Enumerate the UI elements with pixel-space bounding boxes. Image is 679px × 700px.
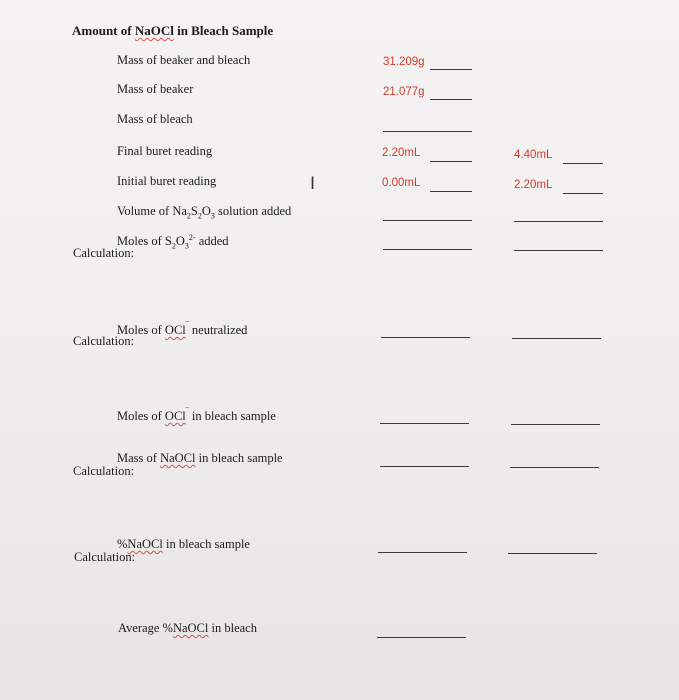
label-naocl: NaOCl [127,537,163,551]
label-ocl: OCl [164,323,186,338]
label-mass-beaker-bleach: Mass of beaker and bleach [117,53,251,67]
label-mass-beaker: Mass of beaker [117,82,194,96]
answer-line [508,553,597,554]
answer-line [430,69,472,70]
answer-line [383,131,472,132]
label-average-pct [118,621,257,636]
answer-line [381,337,470,338]
value-final-buret-1: 2.20mL [382,147,421,159]
label-text: Moles of [117,323,165,338]
label-naocl: NaOCl [160,451,196,465]
answer-line [512,338,601,339]
label-mass-bleach: Mass of bleach [117,112,193,126]
calculation-label: Calculation: [73,334,135,348]
answer-line [510,467,599,468]
label-moles-ocl-neutralized [117,321,247,338]
superscript: ‾ [185,321,189,331]
calculation-label: Calculation: [74,550,136,564]
label-text: solution added [214,204,292,218]
subscript: 2 [171,241,176,251]
label-text: Moles of [117,409,165,424]
superscript: 2- [188,233,196,242]
value-mass-beaker: 21.077g [383,86,425,98]
value-final-buret-2: 4.40mL [514,149,553,161]
subscript: 2 [186,211,191,221]
label-text: S [190,204,198,218]
calculation-label: Calculation: [73,246,135,260]
label-text: in bleach sample [188,409,276,424]
answer-line [511,424,600,425]
value-initial-buret-1: 0.00mL [382,177,421,189]
label-final-buret: Final buret reading [117,144,213,158]
label-text: in bleach [208,621,257,635]
label-text: % [117,537,128,551]
answer-line [380,423,469,424]
calculation-label: Calculation: [73,464,135,478]
label-text: in bleach sample [162,537,250,551]
answer-line [430,191,472,192]
answer-line [378,552,467,553]
subscript: 2 [197,211,202,221]
label-text: added [195,234,229,249]
label-text: Moles of S [117,234,172,249]
value-mass-beaker-bleach: 31.209g [383,56,425,68]
subscript: 3 [184,241,189,251]
label-text: Average % [118,621,173,635]
title-text-end: in Bleach Sample [173,23,274,38]
answer-line [563,193,603,194]
answer-line [383,249,472,250]
section-title [72,23,273,39]
answer-line [383,220,472,221]
label-mass-naocl [117,451,283,466]
subscript: 3 [210,211,215,221]
answer-line [514,250,603,251]
label-ocl: OCl [164,409,186,424]
title-text: Amount of [72,23,135,38]
label-text: Volume of Na [117,204,187,218]
label-text: in bleach sample [195,451,283,465]
answer-line [380,466,469,467]
label-naocl: NaOCl [172,621,209,635]
label-text: neutralized [188,323,248,338]
label-text: O [201,204,211,218]
answer-line [563,163,603,164]
answer-line [430,161,472,162]
label-pct-naocl [117,537,250,552]
label-initial-buret: Initial buret reading [117,174,217,188]
label-text: O [175,234,185,249]
answer-line [514,221,603,222]
label-text: Mass of [117,451,161,465]
title-naocl: NaOCl [134,23,174,38]
answer-line [377,637,466,638]
answer-line [430,99,472,100]
value-initial-buret-2: 2.20mL [514,179,553,191]
label-volume-added [117,204,291,221]
label-moles-ocl-sample [117,407,276,424]
superscript: ‾ [185,407,189,417]
text-cursor-icon: I [310,174,316,194]
